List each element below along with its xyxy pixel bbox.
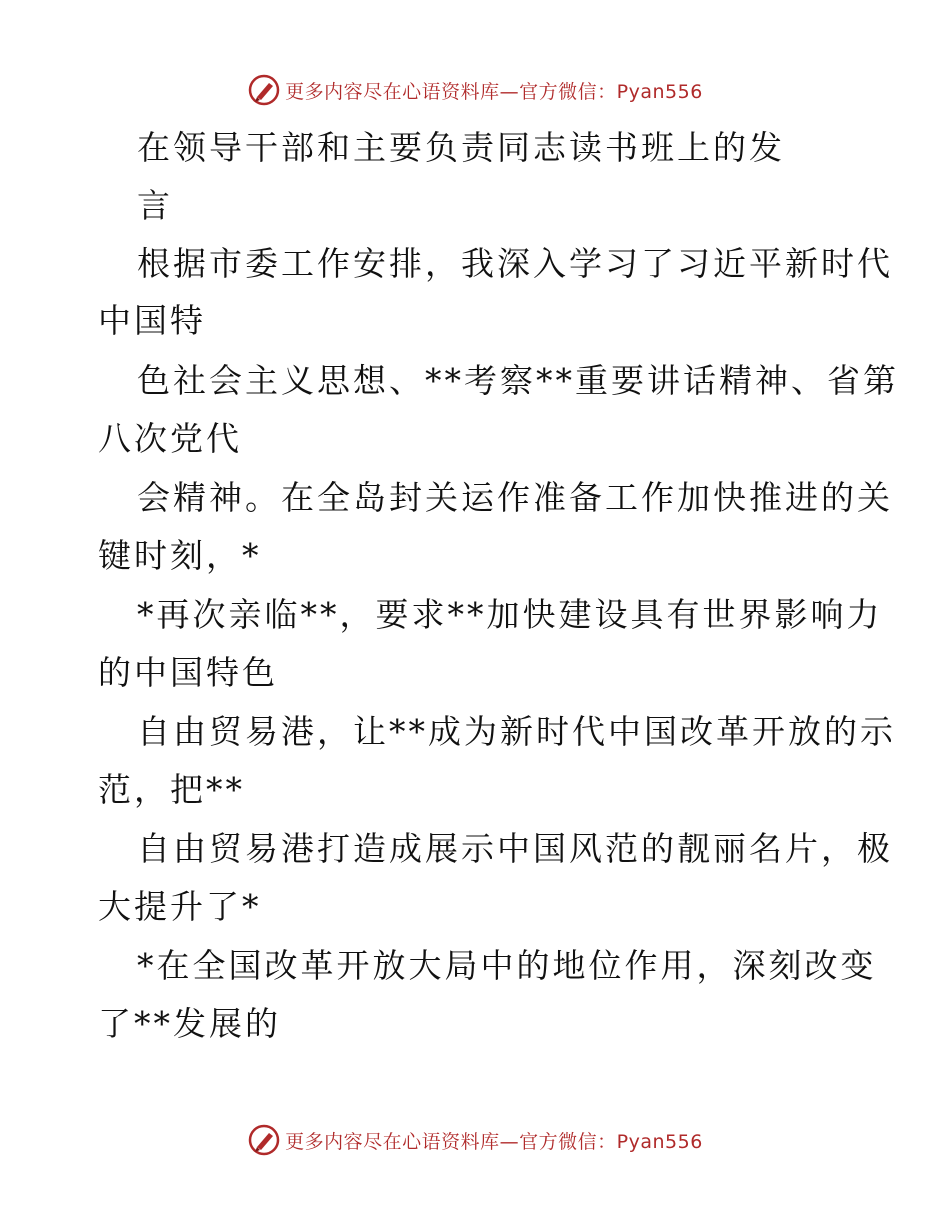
doc-line: 中国特 [98,301,206,340]
doc-line: 范，把** [98,770,245,809]
doc-line: 的中国特色 [98,653,278,692]
doc-line: 自由贸易港打造成展示中国风范的靓丽名片，极 [137,829,893,868]
doc-line: 色社会主义思想、**考察**重要讲话精神、省第 [137,361,899,400]
doc-line: 在领导干部和主要负责同志读书班上的发 [137,128,785,167]
doc-line: *在全国改革开放大局中的地位作用，深刻改变 [137,946,877,985]
doc-line: *再次亲临**，要求**加快建设具有世界影响力 [137,595,883,634]
doc-line: 会精神。在全岛封关运作准备工作加快推进的关 [137,478,893,517]
footer-banner-text: 更多内容尽在心语资料库—官方微信：Pyan556 [285,1130,703,1153]
header-banner-text: 更多内容尽在心语资料库—官方微信：Pyan556 [285,80,703,103]
pen-logo-icon [247,73,281,107]
doc-line: 言 [137,186,173,225]
doc-line: 八次党代 [98,419,242,458]
header-banner [0,70,950,110]
doc-line: 自由贸易港，让**成为新时代中国改革开放的示 [137,712,896,751]
doc-line: 了**发展的 [98,1004,281,1043]
pen-logo-icon [247,1123,281,1157]
doc-line: 键时刻，* [98,536,262,575]
doc-line: 根据市委工作安排，我深入学习了习近平新时代 [137,244,893,283]
footer-banner [0,1120,950,1160]
doc-line: 大提升了* [98,887,262,926]
